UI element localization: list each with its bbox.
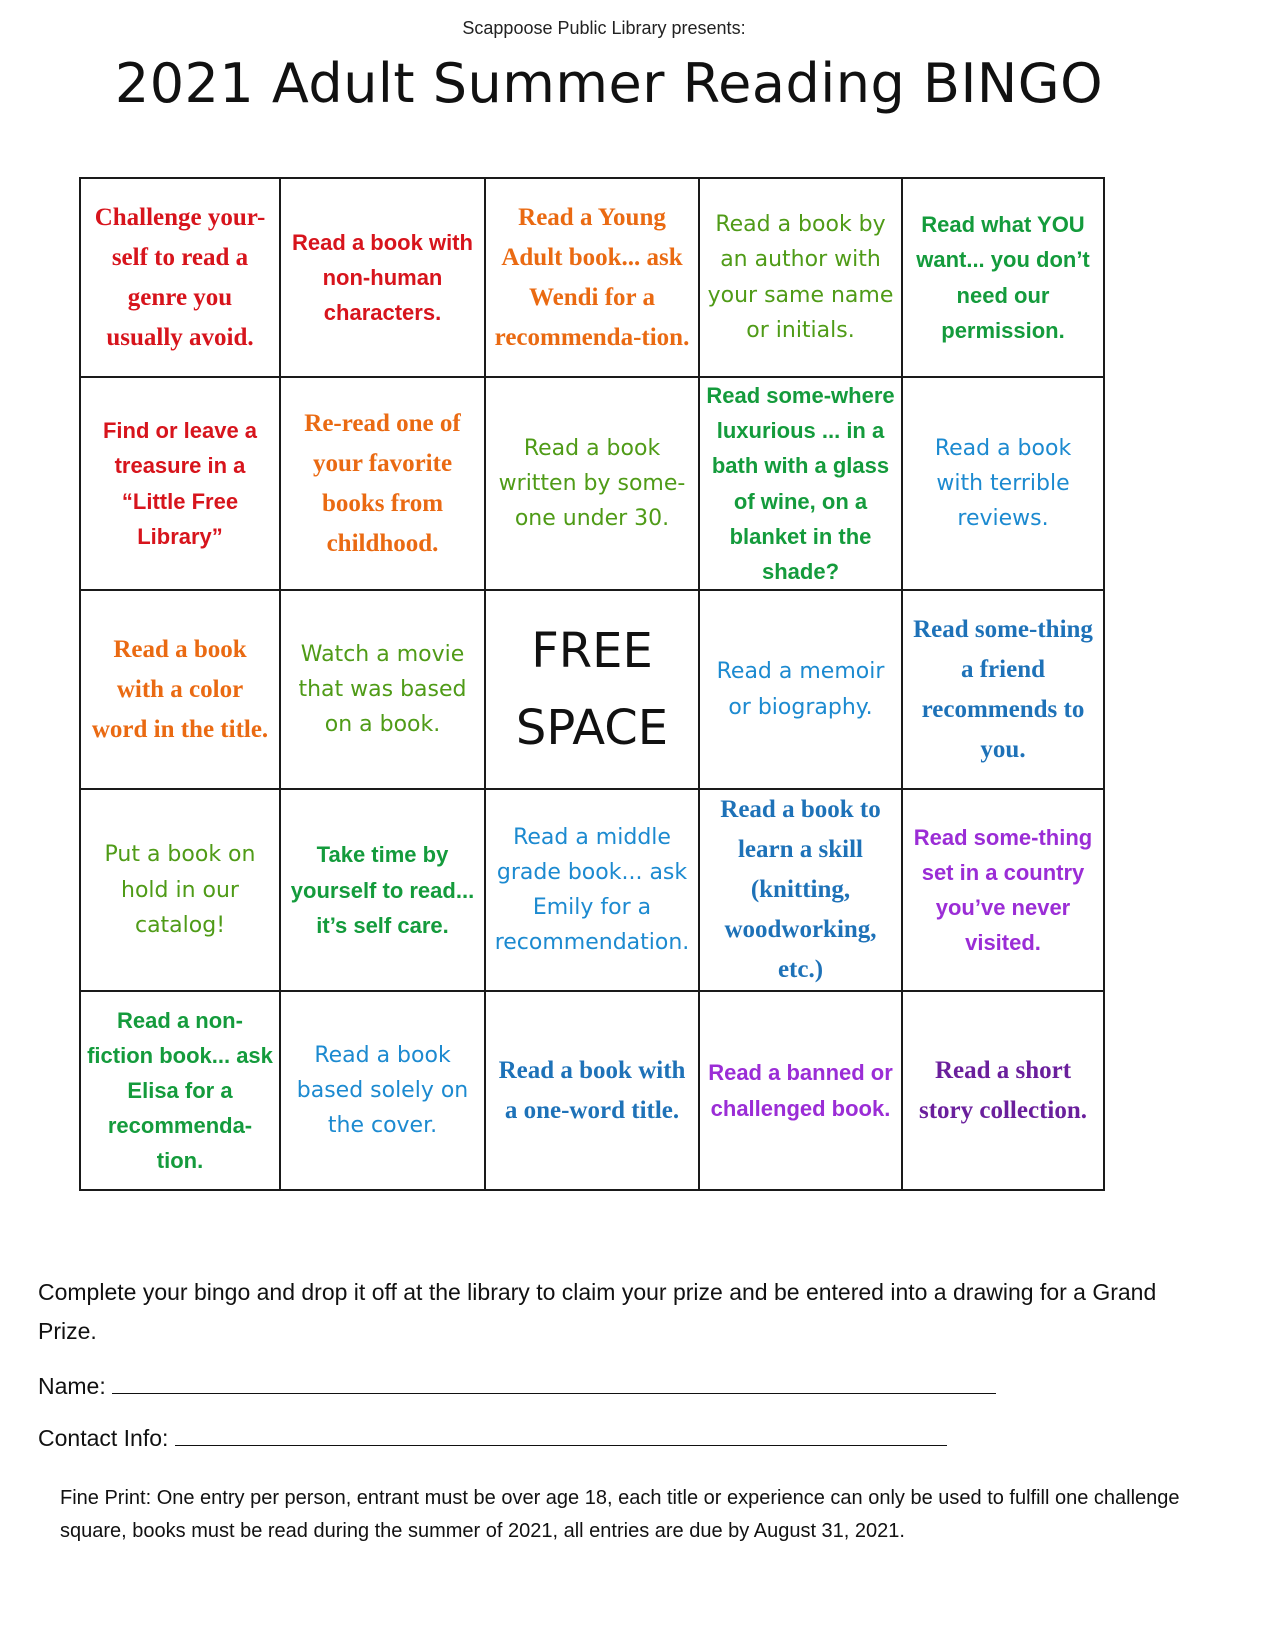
page-title: 2021 Adult Summer Reading BINGO (114, 52, 1104, 115)
bingo-square: Read a middle grade book... ask Emily for a recommendation. (485, 789, 699, 991)
free-space-square: FREE SPACE (485, 590, 699, 789)
bingo-square: Read a book by an author with your same name or initials. (699, 178, 902, 377)
bingo-square: Put a book on hold in our catalog! (80, 789, 280, 991)
name-label: Name: (38, 1373, 106, 1399)
instructions-text: Complete your bingo and drop it off at the library to claim your prize and be entered into a drawing for a Grand Prize. (38, 1279, 1157, 1345)
bingo-square: Re-read one of your favorite books from childhood. (280, 377, 485, 590)
bingo-square: Read a book to learn a skill (knitting, woodworking, etc.) (699, 789, 902, 991)
contact-info-blank-line (175, 1423, 947, 1446)
bingo-square: Read what YOU want... you don’t need our permission. (902, 178, 1104, 377)
bingo-square: Watch a movie that was based on a book. (280, 590, 485, 789)
bingo-square: Read a book based solely on the cover. (280, 991, 485, 1190)
bingo-square: Read a banned or challenged book. (699, 991, 902, 1190)
bingo-square: Read a book with terrible reviews. (902, 377, 1104, 590)
bingo-square: Take time by yourself to read... it’s self care. (280, 789, 485, 991)
bingo-square: Read some-thing a friend recommends to you. (902, 590, 1104, 789)
bingo-board (79, 177, 1105, 1191)
bingo-square: Challenge your-self to read a genre you usually avoid. (80, 178, 280, 377)
bingo-square: Read a short story collection. (902, 991, 1104, 1190)
presenter-line: Scappoose Public Library presents: (462, 18, 746, 38)
bingo-square: Read a non-fiction book... ask Elisa for a recommenda-tion. (80, 991, 280, 1190)
bingo-row (80, 377, 1104, 590)
bingo-square: Read a book with a color word in the title. (80, 590, 280, 789)
bingo-square: Read some-thing set in a country you’ve never visited. (902, 789, 1104, 991)
bingo-square: Read some-where luxurious ... in a bath with a glass of wine, on a blanket in the shade? (699, 377, 902, 590)
fine-print: Fine Print: One entry per person, entrant must be over age 18, each title or experience can only be used to fulfill one challenge square, books must be read during the summer of 2021, all entries are due by August 31, 2021. (60, 1487, 1180, 1542)
bingo-row (80, 789, 1104, 991)
bingo-square: Find or leave a treasure in a “Little Free Library” (80, 377, 280, 590)
name-blank-line (112, 1371, 996, 1394)
bingo-square: Read a book written by some-one under 30. (485, 377, 699, 590)
name-field-row (38, 1367, 1208, 1406)
contact-field-row (38, 1419, 1208, 1458)
bingo-square: Read a book with non-human characters. (280, 178, 485, 377)
bingo-row (80, 178, 1104, 377)
bingo-square: Read a Young Adult book... ask Wendi for a recommenda-tion. (485, 178, 699, 377)
bingo-row (80, 590, 1104, 789)
bingo-square: Read a memoir or biography. (699, 590, 902, 789)
contact-info-label: Contact Info: (38, 1425, 169, 1451)
bingo-row (80, 991, 1104, 1190)
bingo-square: Read a book with a one-word title. (485, 991, 699, 1190)
